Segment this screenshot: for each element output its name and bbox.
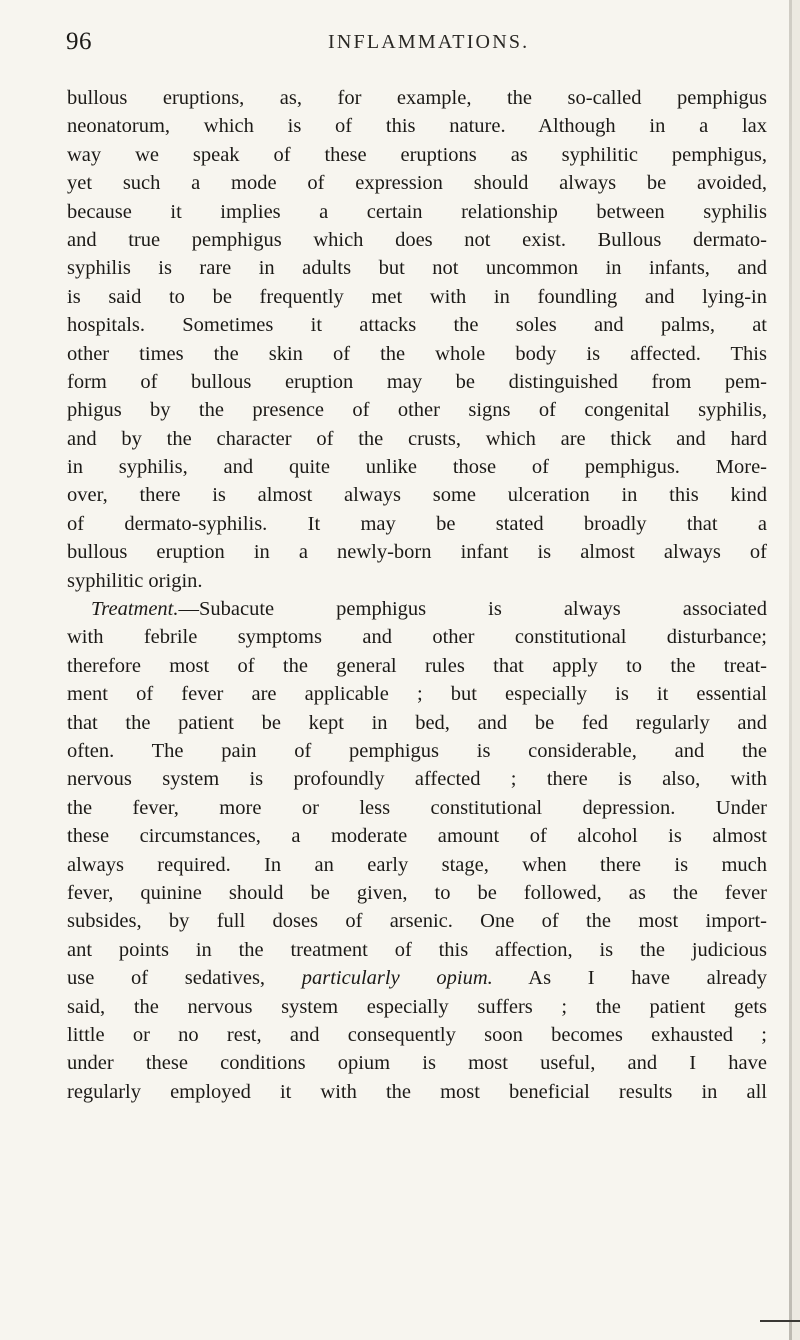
text-line: these circumstances, a moderate amount of alcohol is almost [67, 825, 767, 848]
sedatives-emphasis: particularly opium. [301, 967, 493, 990]
page-edge [792, 0, 800, 1340]
page-header [66, 28, 766, 58]
text-line: way we speak of these eruptions as syphilitic pemphigus, [67, 143, 767, 166]
sedatives-line [67, 964, 767, 992]
text-line: therefore most of the general rules that apply to the treat- [67, 654, 767, 677]
text-line: phigus by the presence of other signs of congenital syphilis, [67, 399, 767, 422]
text-line: of dermato-syphilis. It may be stated broadly that a [67, 512, 767, 535]
text-line: regularly employed it with the most beneficial results in all [67, 1080, 767, 1103]
text-line: that the patient be kept in bed, and be fed regularly and [67, 711, 767, 734]
text-line: always required. In an early stage, when there is much [67, 853, 767, 876]
text-line: with febrile symptoms and other constitutional disturbance; [67, 626, 767, 649]
text-line: syphilis is rare in adults but not uncommon in infants, and [67, 257, 767, 280]
body-text [67, 84, 767, 1106]
text-line: form of bullous eruption may be distinguished from pem- [67, 370, 767, 393]
page-edge-mark [760, 1320, 800, 1322]
text-line: because it implies a certain relationship between syphilis [67, 200, 767, 223]
text-line: ant points in the treatment of this affection, is the judicious [67, 938, 767, 961]
text-line: said, the nervous system especially suffers ; the patient gets [67, 995, 767, 1018]
text-line: in syphilis, and quite unlike those of pemphigus. More- [67, 456, 767, 479]
text-line: is said to be frequently met with in foundling and lying-in [67, 285, 767, 308]
text-line: and by the character of the crusts, which are thick and hard [67, 427, 767, 450]
text-line: subsides, by full doses of arsenic. One of the most import- [67, 910, 767, 933]
text-line: the fever, more or less constitutional depression. Under [67, 796, 767, 819]
treatment-first-line [67, 595, 767, 623]
text-line: syphilitic origin. [67, 569, 203, 592]
text-line: often. The pain of pemphigus is considerable, and the [67, 739, 767, 762]
treatment-heading: Treatment. [91, 598, 179, 621]
text-line: little or no rest, and consequently soon becomes exhausted ; [67, 1023, 767, 1046]
page-edge-shadow [789, 0, 792, 1340]
text-line: and true pemphigus which does not exist. Bullous dermato- [67, 228, 767, 251]
sedatives-line-start: use of sedatives, [67, 967, 302, 990]
text-line: nervous system is profoundly affected ; there is also, with [67, 768, 767, 791]
text-line: under these conditions opium is most useful, and I have [67, 1052, 767, 1075]
running-head: INFLAMMATIONS. [328, 31, 530, 53]
text-line: yet such a mode of expression should always be avoided, [67, 172, 767, 195]
text-line: over, there is almost always some ulceration in this kind [67, 484, 767, 507]
page-number: 96 [66, 28, 92, 55]
text-line: bullous eruptions, as, for example, the so-called pemphigus [67, 87, 767, 109]
text-line: neonatorum, which is of this nature. Although in a lax [67, 115, 767, 138]
text-line: fever, quinine should be given, to be followed, as the fever [67, 881, 767, 904]
text-line: ment of fever are applicable ; but especially is it essential [67, 683, 767, 706]
text-line: bullous eruption in a newly-born infant is almost always of [67, 541, 767, 564]
sedatives-line-end: As I have already [492, 967, 768, 990]
text-line: other times the skin of the whole body is affected. This [67, 342, 767, 365]
text-line: hospitals. Sometimes it attacks the soles and palms, at [67, 314, 767, 337]
treatment-first-line-text: —Subacute pemphigus is always associated [178, 598, 767, 621]
